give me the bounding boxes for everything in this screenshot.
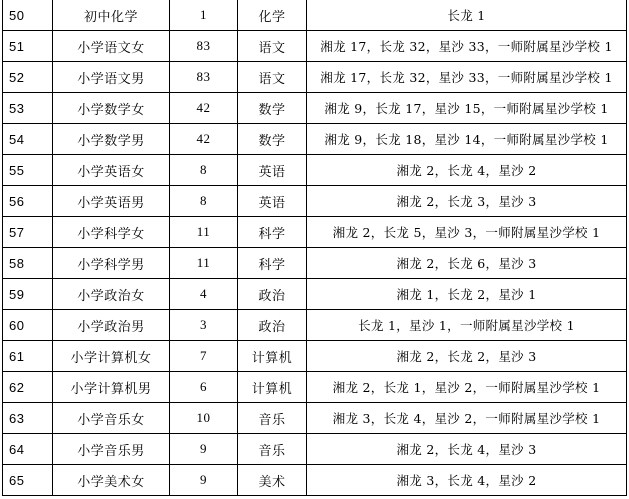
table-row <box>3 155 627 186</box>
table-row <box>3 248 627 279</box>
table-row <box>3 434 627 465</box>
table-row <box>3 31 627 62</box>
subject-cell: 计算机 <box>238 372 307 403</box>
school-distribution-cell: 湘龙 9，长龙 18，星沙 14，一师附属星沙学校 1 <box>307 124 627 155</box>
subject-cell: 化学 <box>238 0 307 31</box>
row-number-cell: 57 <box>3 217 53 248</box>
subject-cell: 音乐 <box>238 434 307 465</box>
subject-cell: 政治 <box>238 279 307 310</box>
subject-cell: 科学 <box>238 217 307 248</box>
table-row <box>3 217 627 248</box>
table-body <box>3 0 627 496</box>
row-number-cell: 58 <box>3 248 53 279</box>
table-row <box>3 341 627 372</box>
row-number-cell: 62 <box>3 372 53 403</box>
headcount-cell: 11 <box>170 217 238 248</box>
row-number-cell: 56 <box>3 186 53 217</box>
subject-cell: 科学 <box>238 248 307 279</box>
school-distribution-cell: 湘龙 2，长龙 5，星沙 3，一师附属星沙学校 1 <box>307 217 627 248</box>
table-row <box>3 186 627 217</box>
position-name-cell: 小学计算机男 <box>53 372 170 403</box>
school-distribution-cell: 湘龙 17，长龙 32，星沙 33，一师附属星沙学校 1 <box>307 31 627 62</box>
row-number-cell: 52 <box>3 62 53 93</box>
row-number-cell: 54 <box>3 124 53 155</box>
headcount-cell: 8 <box>170 186 238 217</box>
row-number-cell: 59 <box>3 279 53 310</box>
headcount-cell: 9 <box>170 434 238 465</box>
headcount-cell: 42 <box>170 93 238 124</box>
headcount-cell: 11 <box>170 248 238 279</box>
position-name-cell: 小学计算机女 <box>53 341 170 372</box>
subject-cell: 数学 <box>238 124 307 155</box>
headcount-cell: 83 <box>170 31 238 62</box>
position-name-cell: 小学美术女 <box>53 465 170 496</box>
school-distribution-cell: 湘龙 2，长龙 4，星沙 2 <box>307 155 627 186</box>
subject-cell: 计算机 <box>238 341 307 372</box>
table-row <box>3 93 627 124</box>
headcount-cell: 42 <box>170 124 238 155</box>
position-name-cell: 小学政治女 <box>53 279 170 310</box>
row-number-cell: 61 <box>3 341 53 372</box>
row-number-cell: 51 <box>3 31 53 62</box>
subject-cell: 美术 <box>238 465 307 496</box>
table-row <box>3 372 627 403</box>
school-distribution-cell: 湘龙 2，长龙 6，星沙 3 <box>307 248 627 279</box>
subject-cell: 政治 <box>238 310 307 341</box>
recruitment-table <box>2 0 627 496</box>
table-row <box>3 465 627 496</box>
position-name-cell: 小学音乐女 <box>53 403 170 434</box>
table-row <box>3 62 627 93</box>
row-number-cell: 65 <box>3 465 53 496</box>
headcount-cell: 9 <box>170 465 238 496</box>
subject-cell: 英语 <box>238 155 307 186</box>
position-name-cell: 小学语文女 <box>53 31 170 62</box>
position-name-cell: 小学科学男 <box>53 248 170 279</box>
school-distribution-cell: 长龙 1，星沙 1，一师附属星沙学校 1 <box>307 310 627 341</box>
row-number-cell: 60 <box>3 310 53 341</box>
position-name-cell: 小学音乐男 <box>53 434 170 465</box>
headcount-cell: 7 <box>170 341 238 372</box>
school-distribution-cell: 湘龙 2，长龙 1，星沙 2，一师附属星沙学校 1 <box>307 372 627 403</box>
position-name-cell: 小学科学女 <box>53 217 170 248</box>
table-row <box>3 124 627 155</box>
row-number-cell: 55 <box>3 155 53 186</box>
position-name-cell: 小学语文男 <box>53 62 170 93</box>
subject-cell: 数学 <box>238 93 307 124</box>
row-number-cell: 50 <box>3 0 53 31</box>
row-number-cell: 63 <box>3 403 53 434</box>
row-number-cell: 64 <box>3 434 53 465</box>
table-row <box>3 0 627 31</box>
subject-cell: 音乐 <box>238 403 307 434</box>
headcount-cell: 10 <box>170 403 238 434</box>
position-name-cell: 小学政治男 <box>53 310 170 341</box>
subject-cell: 英语 <box>238 186 307 217</box>
headcount-cell: 83 <box>170 62 238 93</box>
position-name-cell: 小学英语女 <box>53 155 170 186</box>
school-distribution-cell: 湘龙 2，长龙 2，星沙 3 <box>307 341 627 372</box>
position-name-cell: 小学英语男 <box>53 186 170 217</box>
position-name-cell: 小学数学男 <box>53 124 170 155</box>
school-distribution-cell: 湘龙 2，长龙 3，星沙 3 <box>307 186 627 217</box>
subject-cell: 语文 <box>238 62 307 93</box>
position-name-cell: 小学数学女 <box>53 93 170 124</box>
headcount-cell: 8 <box>170 155 238 186</box>
table-row <box>3 279 627 310</box>
school-distribution-cell: 湘龙 3，长龙 4，星沙 2，一师附属星沙学校 1 <box>307 403 627 434</box>
school-distribution-cell: 湘龙 17，长龙 32，星沙 33，一师附属星沙学校 1 <box>307 62 627 93</box>
headcount-cell: 4 <box>170 279 238 310</box>
school-distribution-cell: 湘龙 2，长龙 4，星沙 3 <box>307 434 627 465</box>
headcount-cell: 3 <box>170 310 238 341</box>
school-distribution-cell: 湘龙 9，长龙 17，星沙 15，一师附属星沙学校 1 <box>307 93 627 124</box>
position-name-cell: 初中化学 <box>53 0 170 31</box>
table-row <box>3 310 627 341</box>
school-distribution-cell: 长龙 1 <box>307 0 627 31</box>
table-row <box>3 403 627 434</box>
headcount-cell: 1 <box>170 0 238 31</box>
headcount-cell: 6 <box>170 372 238 403</box>
school-distribution-cell: 湘龙 1，长龙 2，星沙 1 <box>307 279 627 310</box>
subject-cell: 语文 <box>238 31 307 62</box>
row-number-cell: 53 <box>3 93 53 124</box>
school-distribution-cell: 湘龙 3，长龙 4，星沙 2 <box>307 465 627 496</box>
